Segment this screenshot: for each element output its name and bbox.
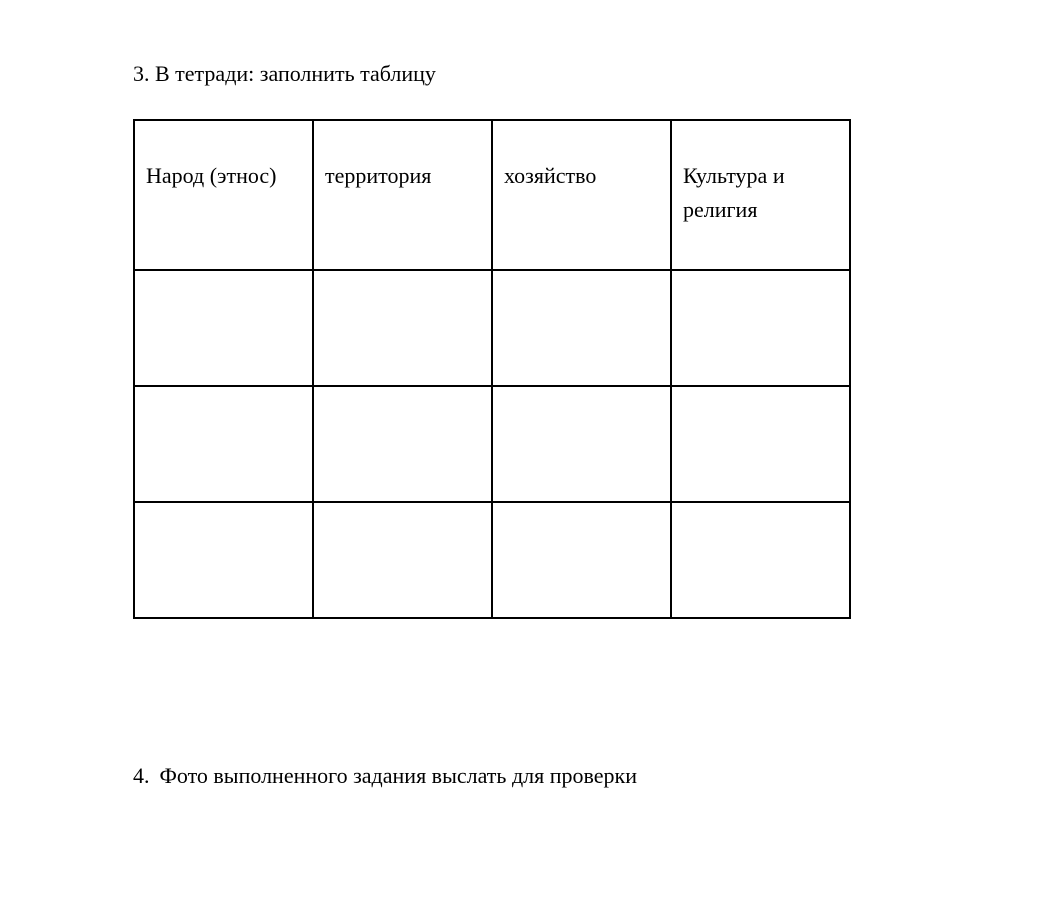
table-cell xyxy=(134,502,313,618)
header-cell-territory xyxy=(313,120,492,270)
table-cell xyxy=(492,386,671,502)
header-people-label: Народ (этнос) xyxy=(146,163,277,188)
table-cell xyxy=(134,270,313,386)
table-row xyxy=(134,502,850,618)
table-cell xyxy=(671,386,850,502)
task-4-number: 4. xyxy=(133,763,150,788)
task-3-instruction: 3. В тетради: заполнить таблицу xyxy=(133,61,436,86)
fill-in-table xyxy=(133,119,851,619)
header-cell-economy xyxy=(492,120,671,270)
header-territory-label: территория xyxy=(325,163,432,188)
table-cell xyxy=(313,502,492,618)
table-row xyxy=(134,270,850,386)
task-4-text: Фото выполненного задания выслать для проверки xyxy=(159,763,637,788)
header-culture-label: Культура и религия xyxy=(683,163,785,222)
header-cell-people xyxy=(134,120,313,270)
table-cell xyxy=(492,270,671,386)
table-cell xyxy=(134,386,313,502)
task-4-instruction xyxy=(133,763,637,789)
table-cell xyxy=(313,386,492,502)
table-cell xyxy=(671,502,850,618)
header-cell-culture xyxy=(671,120,850,270)
header-economy-label: хозяйство xyxy=(504,163,597,188)
table-row xyxy=(134,386,850,502)
table-cell xyxy=(313,270,492,386)
table-header-row xyxy=(134,120,850,270)
table-cell xyxy=(671,270,850,386)
table-cell xyxy=(492,502,671,618)
